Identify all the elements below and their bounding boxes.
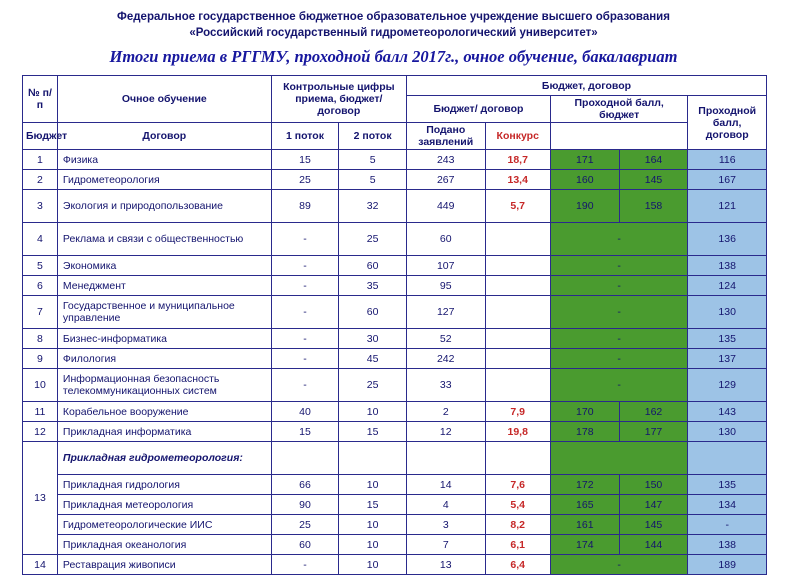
cell-applications: 2 bbox=[406, 402, 485, 422]
cell-budget-places: - bbox=[271, 223, 339, 256]
cell-applications: 243 bbox=[406, 150, 485, 170]
cell-stream1: - bbox=[550, 276, 687, 296]
cell-num: 14 bbox=[23, 555, 58, 575]
cell-contract-score: 136 bbox=[688, 223, 767, 256]
cell-contract-score: 135 bbox=[688, 475, 767, 495]
cell-contract-score: 189 bbox=[688, 555, 767, 575]
cell-stream1: 160 bbox=[550, 170, 619, 190]
cell-applications: 127 bbox=[406, 296, 485, 329]
table-row bbox=[23, 402, 767, 422]
cell-stream1: - bbox=[550, 349, 687, 369]
cell-num: 7 bbox=[23, 296, 58, 329]
table-row bbox=[23, 555, 767, 575]
cell-stream1: 171 bbox=[550, 150, 619, 170]
cell-konkurs: 7,6 bbox=[485, 475, 550, 495]
table-row bbox=[23, 256, 767, 276]
col-header-budget-contract: Бюджет/ договор bbox=[406, 96, 550, 123]
cell-stream2: 147 bbox=[619, 495, 688, 515]
cell-stream1: - bbox=[550, 329, 687, 349]
col-header-passing-contract: Проходной балл, договор bbox=[688, 96, 767, 150]
institution-line2: «Российский государственный гидрометеорологический университет» bbox=[189, 26, 598, 39]
cell-stream1: - bbox=[550, 296, 687, 329]
cell-contract-score: 130 bbox=[688, 296, 767, 329]
header-row-1 bbox=[23, 76, 767, 96]
table-row bbox=[23, 296, 767, 329]
cell-konkurs: 13,4 bbox=[485, 170, 550, 190]
cell-stream1: - bbox=[550, 256, 687, 276]
cell-applications: 449 bbox=[406, 190, 485, 223]
cell-contract-places: 5 bbox=[339, 170, 407, 190]
cell-program-name: Бизнес-информатика bbox=[57, 329, 271, 349]
cell-num: 2 bbox=[23, 170, 58, 190]
table-row bbox=[23, 190, 767, 223]
cell-stream2: 145 bbox=[619, 170, 688, 190]
cell-konkurs: 18,7 bbox=[485, 150, 550, 170]
cell-applications: 242 bbox=[406, 349, 485, 369]
cell-contract-score: 129 bbox=[688, 369, 767, 402]
cell-konkurs bbox=[485, 442, 550, 475]
cell-contract-places: 45 bbox=[339, 349, 407, 369]
cell-contract-score bbox=[688, 442, 767, 475]
cell-stream1: 170 bbox=[550, 402, 619, 422]
cell-num: 13 bbox=[23, 442, 58, 555]
cell-budget-places: 15 bbox=[271, 150, 339, 170]
cell-konkurs: 5,4 bbox=[485, 495, 550, 515]
cell-contract-score: 124 bbox=[688, 276, 767, 296]
cell-konkurs: 6,1 bbox=[485, 535, 550, 555]
cell-stream2: 177 bbox=[619, 422, 688, 442]
table-row bbox=[23, 515, 767, 535]
table-row bbox=[23, 349, 767, 369]
table-row bbox=[23, 535, 767, 555]
table-row bbox=[23, 442, 767, 475]
cell-applications: 14 bbox=[406, 475, 485, 495]
col-header-applications: Подано заявлений bbox=[406, 123, 485, 150]
cell-contract-places: 35 bbox=[339, 276, 407, 296]
col-header-budget-contract-group: Бюджет, договор bbox=[406, 76, 766, 96]
cell-stream1: 172 bbox=[550, 475, 619, 495]
cell-budget-places: - bbox=[271, 369, 339, 402]
cell-program-name: Прикладная информатика bbox=[57, 422, 271, 442]
cell-num: 8 bbox=[23, 329, 58, 349]
cell-contract-places bbox=[339, 442, 407, 475]
cell-stream1: 165 bbox=[550, 495, 619, 515]
table-row bbox=[23, 495, 767, 515]
cell-budget-places: 66 bbox=[271, 475, 339, 495]
cell-num: 3 bbox=[23, 190, 58, 223]
cell-contract-places: 10 bbox=[339, 555, 407, 575]
cell-contract-score: 137 bbox=[688, 349, 767, 369]
cell-budget-places: - bbox=[271, 256, 339, 276]
cell-stream2: 164 bbox=[619, 150, 688, 170]
cell-applications bbox=[406, 442, 485, 475]
cell-applications: 4 bbox=[406, 495, 485, 515]
table-row bbox=[23, 150, 767, 170]
cell-konkurs: 5,7 bbox=[485, 190, 550, 223]
cell-num: 11 bbox=[23, 402, 58, 422]
cell-stream2: 144 bbox=[619, 535, 688, 555]
cell-applications: 107 bbox=[406, 256, 485, 276]
cell-program-name: Прикладная метеорология bbox=[57, 495, 271, 515]
cell-contract-score: 116 bbox=[688, 150, 767, 170]
cell-contract-score: 134 bbox=[688, 495, 767, 515]
cell-num: 12 bbox=[23, 422, 58, 442]
cell-program-name: Менеджмент bbox=[57, 276, 271, 296]
cell-program-name: Корабельное вооружение bbox=[57, 402, 271, 422]
cell-program-name: Экономика bbox=[57, 256, 271, 276]
cell-budget-places: - bbox=[271, 555, 339, 575]
admission-results-table bbox=[22, 75, 767, 575]
cell-contract-places: 60 bbox=[339, 256, 407, 276]
cell-applications: 13 bbox=[406, 555, 485, 575]
cell-program-name: Гидрометеорологические ИИС bbox=[57, 515, 271, 535]
cell-applications: 33 bbox=[406, 369, 485, 402]
cell-contract-places: 15 bbox=[339, 495, 407, 515]
cell-applications: 52 bbox=[406, 329, 485, 349]
cell-contract-score: 135 bbox=[688, 329, 767, 349]
cell-stream1: 174 bbox=[550, 535, 619, 555]
cell-applications: 60 bbox=[406, 223, 485, 256]
cell-konkurs bbox=[485, 369, 550, 402]
cell-budget-places: 89 bbox=[271, 190, 339, 223]
table-body bbox=[23, 150, 767, 575]
cell-program-name: Физика bbox=[57, 150, 271, 170]
col-header-konkurs: Конкурс bbox=[485, 123, 550, 150]
cell-budget-places: 25 bbox=[271, 170, 339, 190]
cell-stream2: 158 bbox=[619, 190, 688, 223]
cell-stream1: 161 bbox=[550, 515, 619, 535]
cell-program-name: Государственное и муниципальное управление bbox=[57, 296, 271, 329]
cell-stream1: 178 bbox=[550, 422, 619, 442]
cell-num: 1 bbox=[23, 150, 58, 170]
cell-contract-places: 25 bbox=[339, 223, 407, 256]
cell-stream2: 162 bbox=[619, 402, 688, 422]
cell-konkurs bbox=[485, 223, 550, 256]
cell-konkurs bbox=[485, 276, 550, 296]
col-header-stream1: 1 поток bbox=[271, 123, 339, 150]
cell-contract-score: 167 bbox=[688, 170, 767, 190]
cell-contract-places: 30 bbox=[339, 329, 407, 349]
col-header-passing-budget: Проходной балл, бюджет bbox=[550, 96, 687, 123]
cell-program-name: Реклама и связи с общественностью bbox=[57, 223, 271, 256]
cell-program-name: Прикладная океанология bbox=[57, 535, 271, 555]
table-row bbox=[23, 422, 767, 442]
page-title: Итоги приема в РГГМУ, проходной балл 2017г., очное обучение, бакалавриат bbox=[109, 47, 678, 67]
cell-stream1: - bbox=[550, 555, 687, 575]
table-row bbox=[23, 276, 767, 296]
cell-applications: 12 bbox=[406, 422, 485, 442]
cell-contract-places: 25 bbox=[339, 369, 407, 402]
cell-konkurs bbox=[485, 296, 550, 329]
cell-budget-places: 25 bbox=[271, 515, 339, 535]
cell-budget-places: - bbox=[271, 329, 339, 349]
cell-budget-places: - bbox=[271, 349, 339, 369]
institution-header bbox=[22, 10, 765, 41]
cell-program-name: Реставрация живописи bbox=[57, 555, 271, 575]
cell-applications: 3 bbox=[406, 515, 485, 535]
institution-line1: Федеральное государственное бюджетное образовательное учреждение высшего образования bbox=[117, 11, 670, 23]
cell-contract-places: 60 bbox=[339, 296, 407, 329]
cell-contract-score: - bbox=[688, 515, 767, 535]
table-row bbox=[23, 223, 767, 256]
cell-program-name: Прикладная гидрология bbox=[57, 475, 271, 495]
col-header-form: Очное обучение bbox=[57, 76, 271, 123]
cell-num: 4 bbox=[23, 223, 58, 256]
cell-contract-score: 138 bbox=[688, 535, 767, 555]
cell-konkurs bbox=[485, 256, 550, 276]
cell-konkurs: 6,4 bbox=[485, 555, 550, 575]
cell-contract-places: 10 bbox=[339, 475, 407, 495]
cell-contract-places: 10 bbox=[339, 402, 407, 422]
cell-budget-places: 60 bbox=[271, 535, 339, 555]
cell-konkurs: 7,9 bbox=[485, 402, 550, 422]
cell-budget-places bbox=[271, 442, 339, 475]
cell-budget-places: 90 bbox=[271, 495, 339, 515]
cell-budget-places: - bbox=[271, 296, 339, 329]
cell-program-name: Прикладная гидрометеорология: bbox=[57, 442, 271, 475]
col-header-budget: Бюджет bbox=[23, 123, 58, 150]
cell-stream2: 150 bbox=[619, 475, 688, 495]
cell-stream1: - bbox=[550, 223, 687, 256]
cell-applications: 95 bbox=[406, 276, 485, 296]
cell-stream1 bbox=[550, 442, 687, 475]
table-wrapper bbox=[22, 75, 765, 575]
col-header-contract: Договор bbox=[57, 123, 271, 150]
cell-num: 5 bbox=[23, 256, 58, 276]
table-head bbox=[23, 76, 767, 150]
cell-program-name: Информационная безопасность телекоммуникационных систем bbox=[57, 369, 271, 402]
cell-contract-places: 32 bbox=[339, 190, 407, 223]
cell-konkurs bbox=[485, 329, 550, 349]
table-row bbox=[23, 170, 767, 190]
cell-program-name: Гидрометеорология bbox=[57, 170, 271, 190]
cell-program-name: Филология bbox=[57, 349, 271, 369]
cell-contract-places: 15 bbox=[339, 422, 407, 442]
cell-num: 6 bbox=[23, 276, 58, 296]
table-row bbox=[23, 475, 767, 495]
col-header-control-figures: Контрольные цифры приема, бюджет/ договор bbox=[271, 76, 406, 123]
cell-contract-score: 130 bbox=[688, 422, 767, 442]
cell-budget-places: 40 bbox=[271, 402, 339, 422]
table-row bbox=[23, 329, 767, 349]
cell-contract-score: 138 bbox=[688, 256, 767, 276]
cell-konkurs: 19,8 bbox=[485, 422, 550, 442]
cell-contract-score: 121 bbox=[688, 190, 767, 223]
col-header-num: № п/п bbox=[23, 76, 58, 123]
col-header-stream2: 2 поток bbox=[339, 123, 407, 150]
cell-contract-places: 10 bbox=[339, 515, 407, 535]
cell-contract-places: 10 bbox=[339, 535, 407, 555]
cell-konkurs: 8,2 bbox=[485, 515, 550, 535]
cell-stream2: 145 bbox=[619, 515, 688, 535]
cell-num: 10 bbox=[23, 369, 58, 402]
cell-budget-places: - bbox=[271, 276, 339, 296]
cell-applications: 267 bbox=[406, 170, 485, 190]
cell-program-name: Экология и природопользование bbox=[57, 190, 271, 223]
cell-stream1: - bbox=[550, 369, 687, 402]
table-row bbox=[23, 369, 767, 402]
cell-konkurs bbox=[485, 349, 550, 369]
cell-num: 9 bbox=[23, 349, 58, 369]
cell-applications: 7 bbox=[406, 535, 485, 555]
cell-budget-places: 15 bbox=[271, 422, 339, 442]
cell-stream1: 190 bbox=[550, 190, 619, 223]
cell-contract-score: 143 bbox=[688, 402, 767, 422]
cell-contract-places: 5 bbox=[339, 150, 407, 170]
